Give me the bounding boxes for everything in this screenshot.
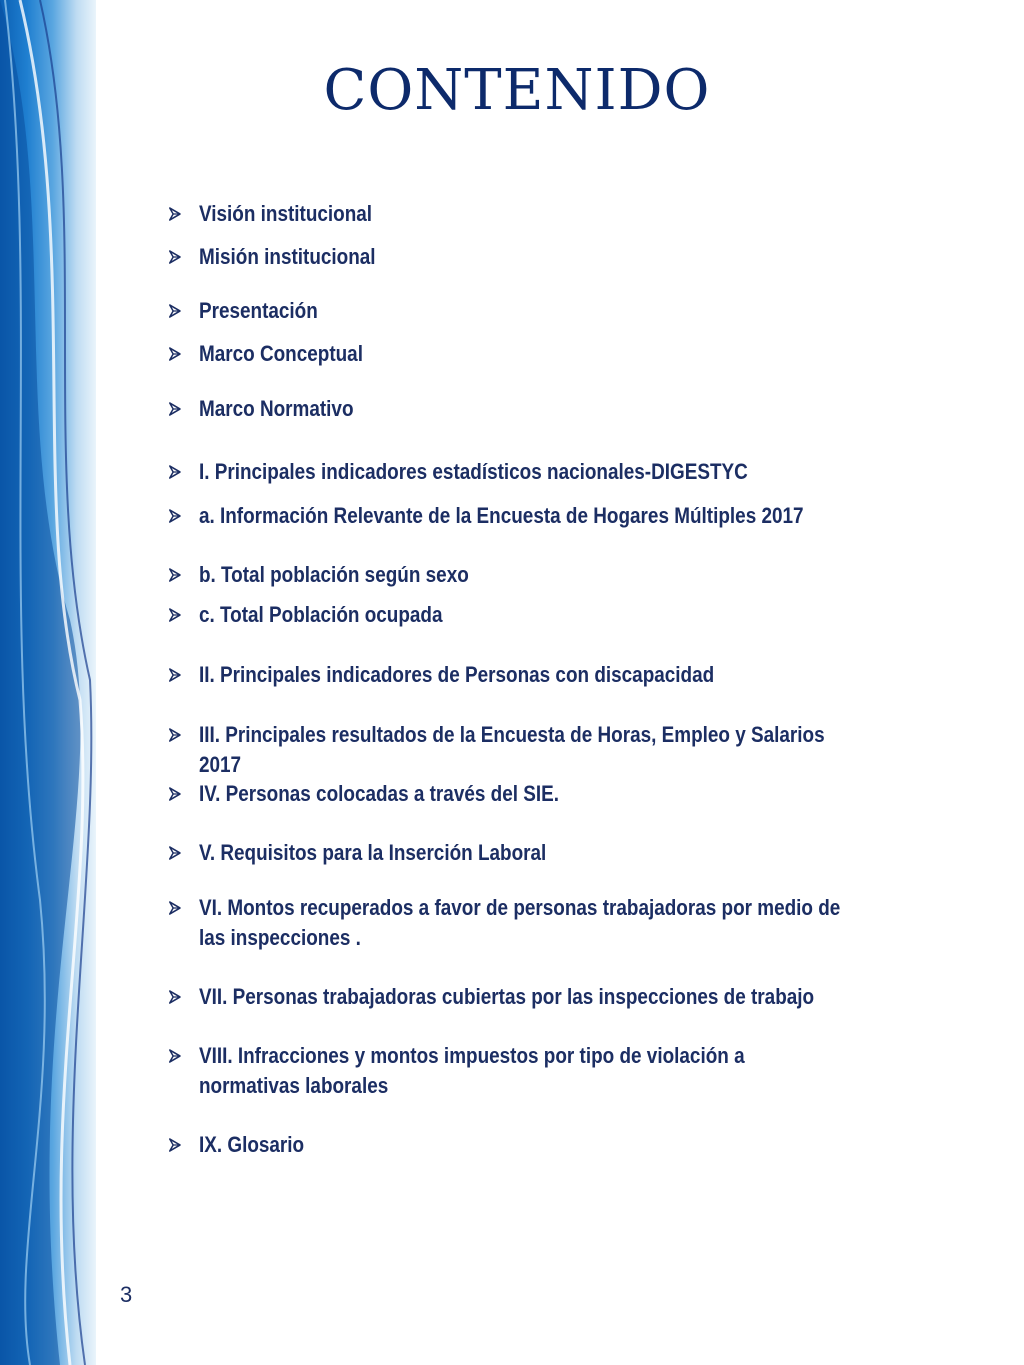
arrow-bullet-icon	[168, 600, 199, 630]
toc-item-text: II. Principales indicadores de Personas con discapacidad	[198, 662, 715, 687]
toc-item-text: Presentación	[198, 298, 318, 323]
arrow-bullet-icon	[168, 838, 199, 868]
toc-item-text: VIII. Infracciones y montos impuestos por tipo de violación a normativas laborales	[198, 1043, 745, 1098]
toc-item	[168, 560, 847, 590]
toc-item	[168, 600, 847, 630]
toc-item-text: b. Total población según sexo	[198, 562, 469, 587]
toc-item	[168, 838, 847, 868]
toc-item	[168, 457, 847, 487]
arrow-bullet-icon	[168, 199, 199, 229]
toc-item	[168, 720, 847, 780]
arrow-bullet-icon	[168, 893, 199, 923]
toc-item-text: III. Principales resultados de la Encuesta de Horas, Empleo y Salarios 2017	[198, 722, 825, 777]
arrow-bullet-icon	[168, 339, 199, 369]
toc-item	[168, 394, 847, 424]
page-number: 3	[120, 1282, 133, 1307]
toc-item	[168, 501, 847, 531]
toc-item-text: IV. Personas colocadas a través del SIE.	[198, 781, 559, 806]
toc-item-text: VII. Personas trabajadoras cubiertas por las inspecciones de trabajo	[198, 984, 815, 1009]
toc-item-text: V. Requisitos para la Inserción Laboral	[198, 840, 547, 865]
toc-item-text: Misión institucional	[198, 244, 376, 269]
arrow-bullet-icon	[168, 501, 199, 531]
arrow-bullet-icon	[168, 982, 199, 1012]
arrow-bullet-icon	[168, 457, 199, 487]
toc-item-text: Marco Conceptual	[198, 341, 363, 366]
toc-item	[168, 893, 847, 953]
toc-item	[168, 660, 847, 690]
arrow-bullet-icon	[168, 720, 199, 750]
toc-item	[168, 1041, 847, 1101]
toc-item-text: VI. Montos recuperados a favor de personas trabajadoras por medio de las inspecciones .	[198, 895, 841, 950]
arrow-bullet-icon	[168, 1041, 199, 1071]
toc-item-text: a. Información Relevante de la Encuesta de Hogares Múltiples 2017	[198, 503, 804, 528]
toc-item-text: I. Principales indicadores estadísticos nacionales-DIGESTYC	[198, 459, 748, 484]
toc-item	[168, 242, 847, 272]
arrow-bullet-icon	[168, 394, 199, 424]
arrow-bullet-icon	[168, 779, 199, 809]
arrow-bullet-icon	[168, 296, 199, 326]
toc-item	[168, 199, 847, 229]
toc-item-text: c. Total Población ocupada	[198, 602, 443, 627]
page-title: CONTENIDO	[323, 58, 711, 123]
toc-item-text: IX. Glosario	[198, 1132, 305, 1157]
arrow-bullet-icon	[168, 660, 199, 690]
arrow-bullet-icon	[168, 560, 199, 590]
toc-item	[168, 982, 847, 1012]
toc-item-text: Marco Normativo	[198, 396, 354, 421]
decorative-side-band	[0, 0, 96, 1365]
arrow-bullet-icon	[168, 242, 199, 272]
toc-item	[168, 296, 847, 326]
arrow-bullet-icon	[168, 1130, 199, 1160]
toc-item	[168, 339, 847, 369]
toc-item	[168, 779, 847, 809]
wave-pattern	[0, 0, 96, 1365]
toc-item	[168, 1130, 847, 1160]
toc-item-text: Visión institucional	[198, 201, 373, 226]
